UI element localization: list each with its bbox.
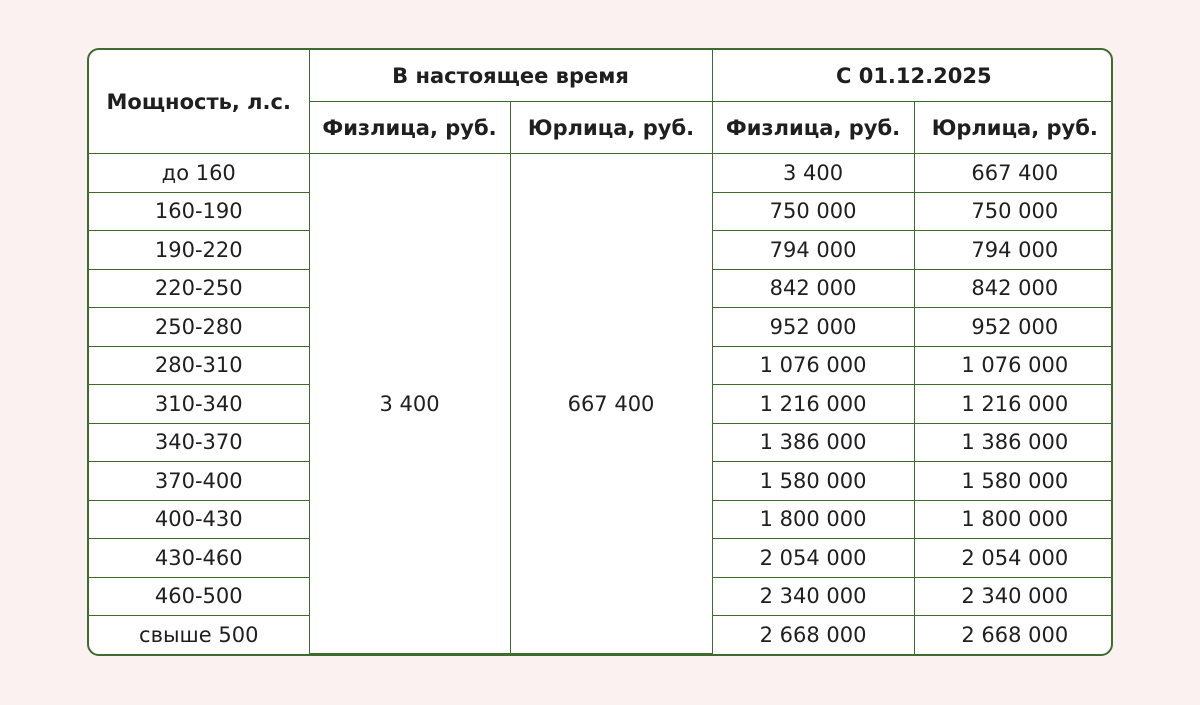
power-range-cell: 190-220 [89, 231, 309, 270]
future-legal-entities-cell: 1 386 000 [914, 423, 1113, 462]
power-column-header: Мощность, л.с. [89, 50, 309, 154]
future-individuals-cell: 842 000 [712, 269, 914, 308]
power-range-cell: свыше 500 [89, 616, 309, 654]
power-range-cell: 430-460 [89, 539, 309, 578]
current-individuals-cell: 3 400 [309, 154, 510, 654]
future-individuals-cell: 1 800 000 [712, 500, 914, 539]
future-individuals-cell: 794 000 [712, 231, 914, 270]
current-legal-entities-cell: 667 400 [510, 154, 712, 654]
future-legal-entities-cell: 750 000 [914, 192, 1113, 231]
future-individuals-cell: 750 000 [712, 192, 914, 231]
future-period-header: С 01.12.2025 [712, 50, 1113, 102]
future-individuals-cell: 3 400 [712, 154, 914, 193]
future-individuals-header: Физлица, руб. [712, 102, 914, 154]
future-legal-entities-cell: 2 340 000 [914, 577, 1113, 616]
future-individuals-cell: 952 000 [712, 308, 914, 347]
fee-table [89, 50, 1113, 654]
future-individuals-cell: 2 668 000 [712, 616, 914, 654]
power-range-cell: 460-500 [89, 577, 309, 616]
future-individuals-cell: 2 340 000 [712, 577, 914, 616]
power-range-cell: 340-370 [89, 423, 309, 462]
power-range-cell: 250-280 [89, 308, 309, 347]
future-legal-entities-cell: 1 216 000 [914, 385, 1113, 424]
power-range-cell: до 160 [89, 154, 309, 193]
current-legal-entities-header: Юрлица, руб. [510, 102, 712, 154]
future-individuals-cell: 1 216 000 [712, 385, 914, 424]
power-range-cell: 220-250 [89, 269, 309, 308]
future-legal-entities-cell: 1 580 000 [914, 462, 1113, 501]
table-body [89, 154, 1113, 654]
future-legal-entities-cell: 952 000 [914, 308, 1113, 347]
power-range-cell: 160-190 [89, 192, 309, 231]
future-individuals-cell: 2 054 000 [712, 539, 914, 578]
current-period-header: В настоящее время [309, 50, 712, 102]
future-individuals-cell: 1 386 000 [712, 423, 914, 462]
future-legal-entities-cell: 1 800 000 [914, 500, 1113, 539]
future-legal-entities-cell: 1 076 000 [914, 346, 1113, 385]
current-individuals-header: Физлица, руб. [309, 102, 510, 154]
future-legal-entities-cell: 667 400 [914, 154, 1113, 193]
future-legal-entities-cell: 794 000 [914, 231, 1113, 270]
future-legal-entities-cell: 842 000 [914, 269, 1113, 308]
power-range-cell: 370-400 [89, 462, 309, 501]
power-range-cell: 400-430 [89, 500, 309, 539]
future-individuals-cell: 1 076 000 [712, 346, 914, 385]
fee-table-container [87, 48, 1113, 656]
future-legal-entities-cell: 2 054 000 [914, 539, 1113, 578]
future-legal-entities-header: Юрлица, руб. [914, 102, 1113, 154]
table-row [89, 154, 1113, 193]
power-range-cell: 280-310 [89, 346, 309, 385]
future-legal-entities-cell: 2 668 000 [914, 616, 1113, 654]
future-individuals-cell: 1 580 000 [712, 462, 914, 501]
header-row-groups [89, 50, 1113, 102]
power-range-cell: 310-340 [89, 385, 309, 424]
